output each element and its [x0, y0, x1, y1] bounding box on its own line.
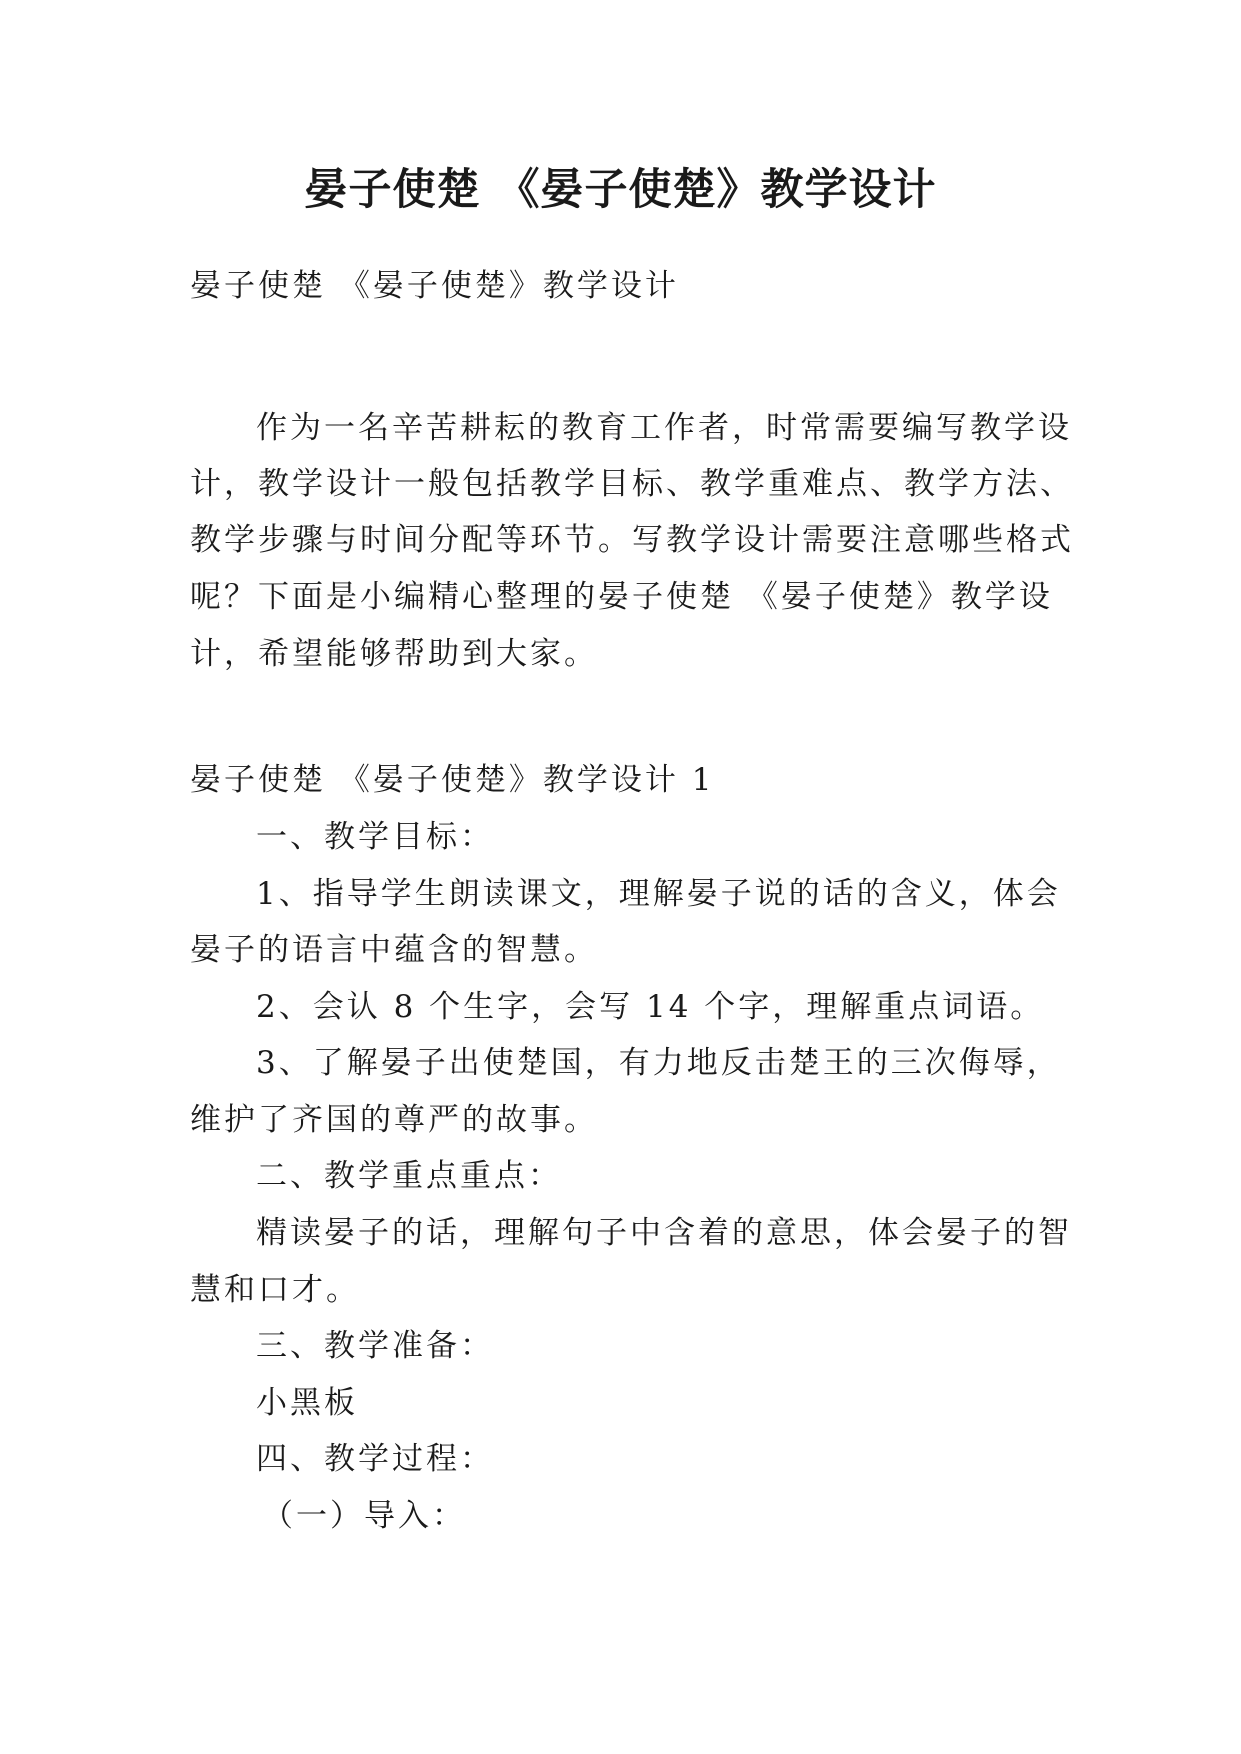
process-heading: 四、教学过程： [256, 1441, 494, 1477]
preparation-heading: 三、教学准备： [256, 1328, 494, 1364]
key-points-line-2: 慧和口才。 [190, 1272, 360, 1308]
intro-line-1: 作为一名辛苦耕耘的教育工作者，时常需要编写教学设 [256, 410, 1072, 446]
section-heading: 晏子使楚 《晏子使楚》教学设计 1 [190, 762, 715, 798]
goal-3-line-2: 维护了齐国的尊严的故事。 [190, 1102, 598, 1138]
process-step-intro: （一）导入： [262, 1498, 466, 1534]
intro-line-5: 计，希望能够帮助到大家。 [190, 636, 598, 672]
key-points-heading: 二、教学重点重点： [256, 1158, 562, 1194]
preparation-text: 小黑板 [256, 1385, 358, 1421]
goal-1-line-2: 晏子的语言中蕴含的智慧。 [190, 932, 598, 968]
goal-3-line-1: 3、了解晏子出使楚国，有力地反击楚王的三次侮辱， [256, 1045, 1061, 1081]
key-points-line-1: 精读晏子的话，理解句子中含着的意思，体会晏子的智 [256, 1215, 1072, 1251]
document-title: 晏子使楚 《晏子使楚》教学设计 [304, 165, 937, 215]
intro-line-3: 教学步骤与时间分配等环节。写教学设计需要注意哪些格式 [190, 522, 1074, 558]
intro-line-4: 呢？下面是小编精心整理的晏子使楚 《晏子使楚》教学设 [190, 579, 1053, 615]
document-subtitle: 晏子使楚 《晏子使楚》教学设计 [190, 268, 679, 304]
intro-line-2: 计，教学设计一般包括教学目标、教学重难点、教学方法、 [190, 466, 1074, 502]
goal-2: 2、会认 8 个生字，会写 14 个字，理解重点词语。 [256, 989, 1045, 1025]
goal-1-line-1: 1、指导学生朗读课文，理解晏子说的话的含义，体会 [256, 876, 1061, 912]
goals-heading: 一、教学目标： [256, 819, 494, 855]
